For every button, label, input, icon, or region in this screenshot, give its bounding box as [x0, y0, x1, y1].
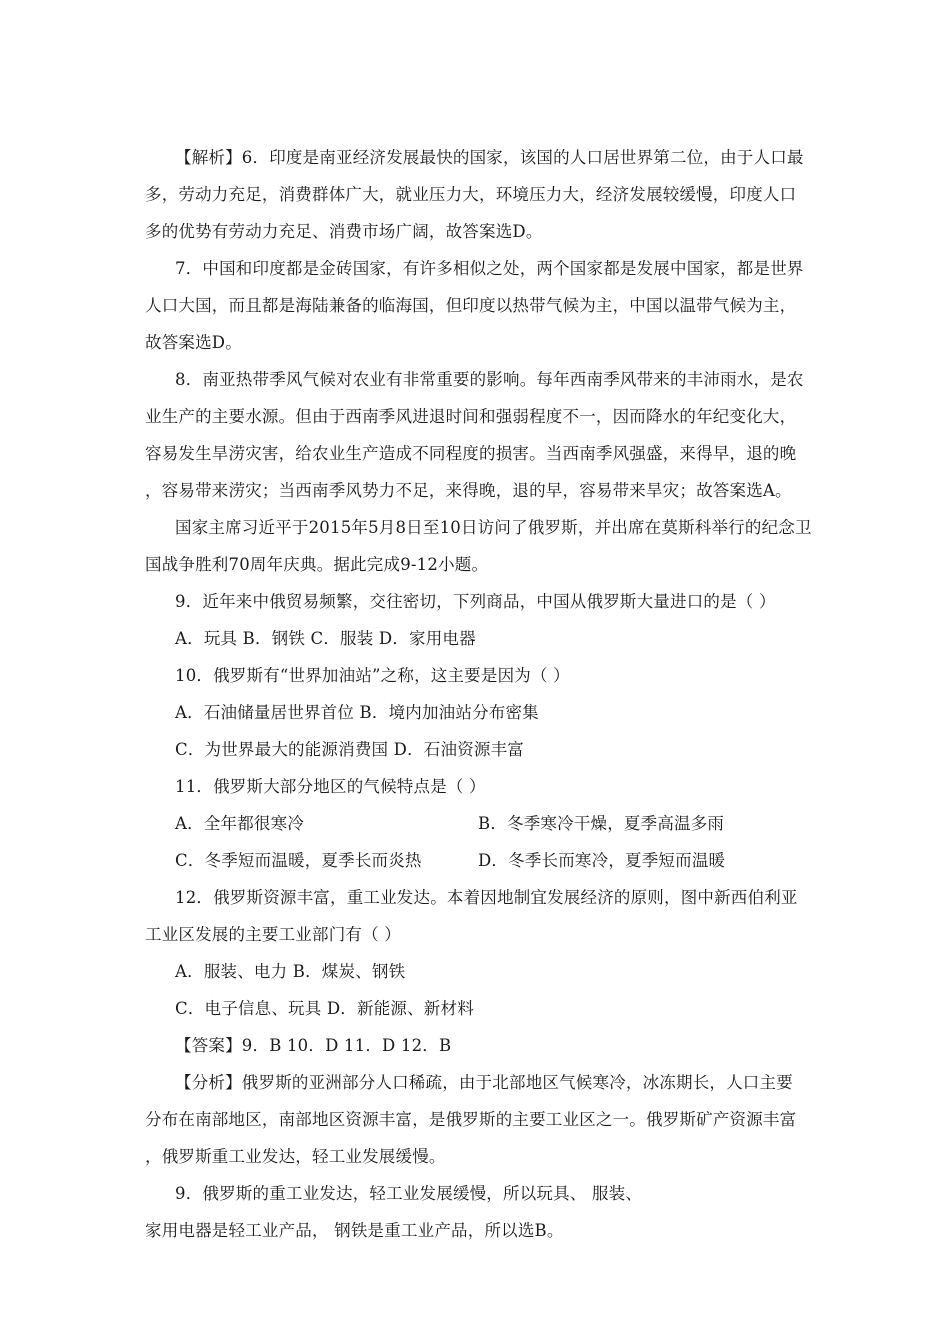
question-9-options: A．玩具 B．钢铁 C．服装 D．家用电器	[175, 629, 476, 648]
question-11-option-c: C．冬季短而温暖，夏季长而炎热	[175, 851, 422, 870]
question-12-line-2: 工业区发展的主要工业部门有（ ）	[145, 925, 401, 944]
explanation-9-line-2: 家用电器是轻工业产品， 钢铁是重工业产品，所以选B。	[145, 1221, 564, 1240]
question-11: 11．俄罗斯大部分地区的气候特点是（ ）	[175, 777, 486, 796]
analysis-summary-line-2: 分布在南部地区，南部地区资源丰富，是俄罗斯的主要工业区之一。俄罗斯矿产资源丰富	[145, 1110, 797, 1129]
question-11-option-a: A．全年都很寒冷	[175, 814, 305, 833]
intro-line-2: 国战争胜利70周年庆典。据此完成9-12小题。	[145, 555, 489, 574]
analysis-7-line-2: 人口大国，而且都是海陆兼备的临海国，但印度以热带气候为主，中国以温带气候为主，	[145, 296, 797, 315]
question-9: 9．近年来中俄贸易频繁，交往密切，下列商品，中国从俄罗斯大量进口的是（ ）	[175, 592, 776, 611]
analysis-7-line-3: 故答案选D。	[145, 333, 242, 352]
question-11-option-b: B．冬季寒冷干燥，夏季高温多雨	[478, 814, 725, 833]
question-10-options-ab: A．石油储量居世界首位 B．境内加油站分布密集	[175, 703, 539, 722]
explanation-9-line-1: 9．俄罗斯的重工业发达，轻工业发展缓慢，所以玩具、 服装、	[175, 1184, 643, 1203]
analysis-7-line-1: 7．中国和印度都是金砖国家，有许多相似之处，两个国家都是发展中国家，都是世界	[175, 259, 804, 278]
analysis-6-line-1: 【解析】6．印度是南亚经济发展最快的国家，该国的人口居世界第二位，由于人口最	[175, 148, 804, 167]
question-11-option-d: D．冬季长而寒冷，夏季短而温暖	[478, 851, 726, 870]
analysis-summary-line-3: ，俄罗斯重工业发达，轻工业发展缓慢。	[145, 1147, 446, 1166]
analysis-6-line-3: 多的优势有劳动力充足、消费市场广阔，故答案选D。	[145, 222, 543, 241]
intro-line-1: 国家主席习近平于2015年5月8日至10日访问了俄罗斯，并出席在莫斯科举行的纪念卫	[175, 518, 812, 537]
question-10: 10．俄罗斯有“世界加油站”之称，这主要是因为（ ）	[175, 666, 570, 685]
question-12-options-ab: A．服装、电力 B．煤炭、钢铁	[175, 962, 406, 981]
analysis-8-line-3: 容易发生旱涝灾害，给农业生产造成不同程度的损害。当西南季风强盛，来得早，退的晚	[145, 444, 797, 463]
question-12-line-1: 12．俄罗斯资源丰富，重工业发达。本着因地制宜发展经济的原则，图中新西伯利亚	[175, 888, 798, 907]
question-10-options-cd: C．为世界最大的能源消费国 D．石油资源丰富	[175, 740, 524, 759]
analysis-8-line-2: 业生产的主要水源。但由于西南季风进退时间和强弱程度不一，因而降水的年纪变化大，	[145, 407, 797, 426]
analysis-8-line-1: 8．南亚热带季风气候对农业有非常重要的影响。每年西南季风带来的丰沛雨水，是农	[175, 370, 804, 389]
analysis-8-line-4: ，容易带来涝灾；当西南季风势力不足，来得晚，退的早，容易带来旱灾；故答案选A。	[145, 481, 792, 500]
question-12-options-cd: C．电子信息、玩具 D．新能源、新材料	[175, 999, 474, 1018]
analysis-6-line-2: 多，劳动力充足，消费群体广大，就业压力大，环境压力大，经济发展较缓慢，印度人口	[145, 185, 797, 204]
answer-line: 【答案】9．B 10．D 11．D 12．B	[175, 1036, 452, 1055]
analysis-summary-line-1: 【分析】俄罗斯的亚洲部分人口稀疏，由于北部地区气候寒冷，冰冻期长，人口主要	[175, 1073, 793, 1092]
